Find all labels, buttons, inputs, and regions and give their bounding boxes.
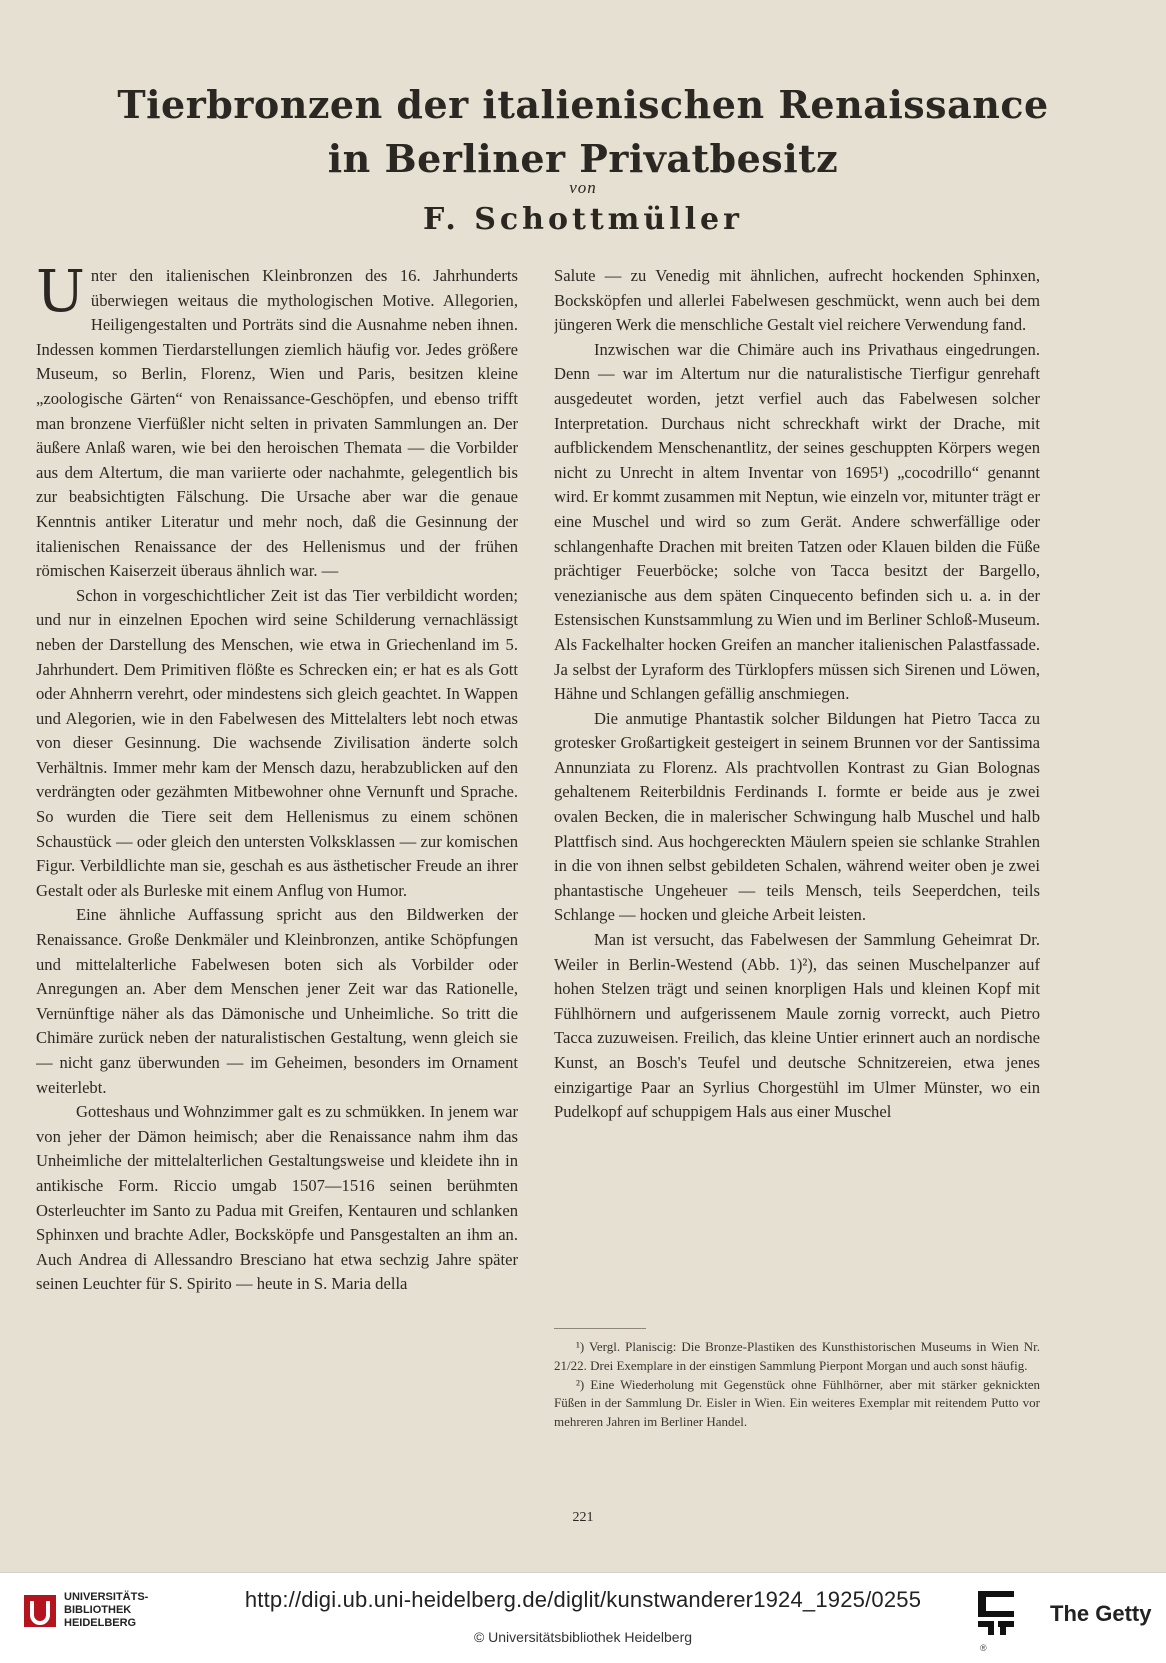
library-name: UNIVERSITÄTS- BIBLIOTHEK HEIDELBERG bbox=[64, 1591, 149, 1629]
footnote-2: ²) Eine Wiederholung mit Gegenstück ohne Fühlhörner, aber mit stärker geknickten Füßen in der Sammlung Dr. Eisler in Wien. Ein weiteres Exemplar mit reitendem Putto vor mehreren Jahren im Berliner Handel. bbox=[554, 1376, 1040, 1430]
byline-von: von bbox=[569, 178, 597, 197]
getty-label: The Getty bbox=[1050, 1601, 1152, 1626]
page-number: 221 bbox=[572, 1510, 594, 1525]
paragraph: Schon in vorgeschichtlicher Zeit ist das Tier verbildicht worden; und nur in einzelnen Epochen wird seine Schilderung vernachlässigt neben der Darstellung des Menschen, wie etwa in Griechenland im 5. Jahrhundert. Dem Primitiven flößte es Schrecken ein; er hat es als Gott oder Ahnherrn verehrt, oder mindestens sich gleich geachtet. In Wappen und Alegorien, wie in den Fabelwesen des Mittelalters lebt noch etwas von dieser Gesinnung. Die wachsende Zivilisation änderte solch Verhältnis. Immer mehr kam der Mensch dazu, herabzublicken auf den verdrängten oder gezähmten Mitbewohner ohne Vernunft und Sprache. So wurden die Tiere seit dem Hellenismus zu einem schönen Schaustück — oder gleich den untersten Volksklassen — zur komischen Figur. Verbildlichte man sie, geschah es aus ästhetischer Freude an ihrer Gestalt oder als Burleske mit einem Anflug von Humor. bbox=[36, 585, 518, 900]
paragraph: Unter den italienischen Kleinbronzen des 16. Jahrhunderts überwiegen weitaus die mythologischen Motive. Allegorien, Heiligengestalten und Porträts sind die Ausnahme neben ihnen. Indessen kommen Tierdarstellungen ziemlich häufig vor. Jedes größere Museum, so Berlin, Florenz, Wien und Paris, besitzen kleine „zoologische Gärten“ von Renaissance-Geschöpfen, und ebenso trifft man bronzene Vierfüßler nicht selten in privaten Sammlungen an. Der äußere Anlaß waren, wie bei den heroischen Themata — die Vorbilder aus dem Altertum, die man variierte oder nachahmte, gelegentlich bis zur beabsichtigten Fälschung. Die Ursache aber war die genaue Kenntnis antiker Literatur und mehr noch, daß die Gesinnung der italienischen Renaissance der des Hellenismus und der frühen römischen Kaiserzeit überaus ähnlich war. — bbox=[36, 264, 518, 581]
paragraph: Salute — zu Venedig mit ähnlichen, aufrecht hockenden Sphinxen, Bocksköpfen und allerlei Fabelwesen geschmückt, wenn auch bei dem jüngeren Werk die menschliche Gestalt viel reichere Verwendung fand. bbox=[554, 266, 1040, 335]
footnote-1: ¹) Vergl. Planiscig: Die Bronze-Plastiken des Kunsthistorischen Museums in Wien Nr. 21/22. Drei Exemplare in der einstigen Sammlung Pierpont Morgan und auch sonst häufig. bbox=[554, 1339, 1040, 1373]
paragraph: Man ist versucht, das Fabelwesen der Sammlung Geheimrat Dr. Weiler in Berlin-Westend (Abb. 1)²), das seinen Muschelpanzer auf hohen Stelzen trägt und seinen knorpligen Hals und kleinen Kopf mit Fühlhörnern und aufgerissenem Maule zornig vorreckt, auch Pietro Tacca zuzuweisen. Freilich, das kleine Untier erinnert auch an nordische Kunst, an Bosch's Teufel und deutsche Schnitzereien, etwa jenes einzigartige Paar an Syrlius Chorgestühl im Ulmer Münster, wo ein Pudelkopf auf schuppigem Hals aus einer Muschel bbox=[554, 930, 1040, 1122]
article-title-line-1: Tierbronzen der italienischen Renaissance bbox=[117, 82, 1049, 127]
footnote-divider bbox=[554, 1328, 646, 1329]
copyright-notice: © Universitätsbibliothek Heidelberg bbox=[473, 1629, 693, 1645]
article-author: F. Schottmüller bbox=[423, 202, 743, 237]
registered-mark: ® bbox=[980, 1643, 987, 1653]
article-title-line-2: in Berliner Privatbesitz bbox=[327, 136, 839, 181]
permalink-url[interactable]: http://digi.ub.uni-heidelberg.de/diglit/kunstwanderer1924_1925/0255 bbox=[244, 1587, 922, 1612]
paragraph: Die anmutige Phantastik solcher Bildungen hat Pietro Tacca zu grotesker Großartigkeit gesteigert in seinem Brunnen vor der Santissima Annunziata zu Florenz. Als prachtvollen Kontrast zu Gian Bolognas gehaltenem Reiterbildnis Ferdinands I. formte er beide aus je zwei ovalen Becken, die in malerischer Schwingung halb Muschel und halb Plattfisch sind. Aus hochgereckten Mäulern speien sie schlanke Strahlen in die von ihnen selbst gebildeten Schalen, während weiter oben je zwei phantastische Ungeheuer — teils Mensch, teils Seeperdchen, teils Schlange — hocken und gleiche Arbeit leisten. bbox=[554, 708, 1040, 925]
footnotes bbox=[554, 1338, 1040, 1432]
paragraph: Inzwischen war die Chimäre auch ins Privathaus eingedrungen. Denn — war im Altertum nur die naturalistische Tierfigur genrehaft ausgedeutet worden, jetzt verfiel auch das Fabelwesen solcher Interpretation. Durchaus nicht schreckhaft wirkt der Drache, mit aufblickendem Menschenantlitz, der seines geschuppten Körpers wegen nicht zu Unrecht in altem Inventar von 1695¹) „cocodrillo“ genannt wird. Er kommt zusammen mit Neptun, wie einzeln vor, mitunter trägt er eine Muschel und wird so zum Gerät. Andere schwerfällige oder schlangenhafte Drachen mit breiten Tatzen oder Klauen bilden die Füße prächtiger Feuerböcke; solche von Tacca besitzt der Bargello, venezianische aus dem späten Cinquecento befinden sich u. a. in der Estensischen Kunstsammlung zu Wien und im Berliner Schloß-Museum. Als Fackelhalter hocken Greifen an mancher italienischen Palastfassade. Ja selbst der Lyraform des Türklopfers müssen sich Sirenen und Löwen, Hähne und Schlangen gefällig anschmiegen. bbox=[554, 339, 1040, 704]
viewer-footer bbox=[0, 1572, 1166, 1663]
right-text-column bbox=[554, 264, 1040, 1304]
getty-logo-icon bbox=[976, 1587, 1016, 1639]
left-text-column bbox=[36, 264, 518, 1482]
paragraph: Eine ähnliche Auffassung spricht aus den Bildwerken der Renaissance. Große Denkmäler und Kleinbronzen, antike Schöpfungen und mittelalterliche Fabelwesen boten sich als Vorbilder oder Anregungen an. Aber dem Menschen jener Zeit war das Rationelle, Vernünftige näher als das Dämonische und Unheimliche. So tritt die Chimäre zurück neben der naturalistischen Gestaltung, wenn gleich sie — nicht ganz überwunden — im Geheimen, besonders im Ornament weiterlebt. bbox=[36, 905, 518, 1097]
drop-cap: U bbox=[36, 264, 85, 325]
paragraph: Gotteshaus und Wohnzimmer galt es zu schmükken. In jenem war von jeher der Dämon heimisch; aber die Renaissance nahm ihm das Unheimliche der mittelalterlichen Gestaltungsweise und kleidete ihn in antikische Form. Riccio umgab 1507—1516 seinen berühmten Osterleuchter im Santo zu Padua mit Greifen, Kentauren und schlanken Sphinxen und brachte Adler, Bocksköpfe und Pansgestalten an ihm an. Auch Andrea di Allessandro Bresciano hat etwa sechzig Jahre später seinen Leuchter für S. Spirito — heute in S. Maria della bbox=[36, 1102, 518, 1294]
